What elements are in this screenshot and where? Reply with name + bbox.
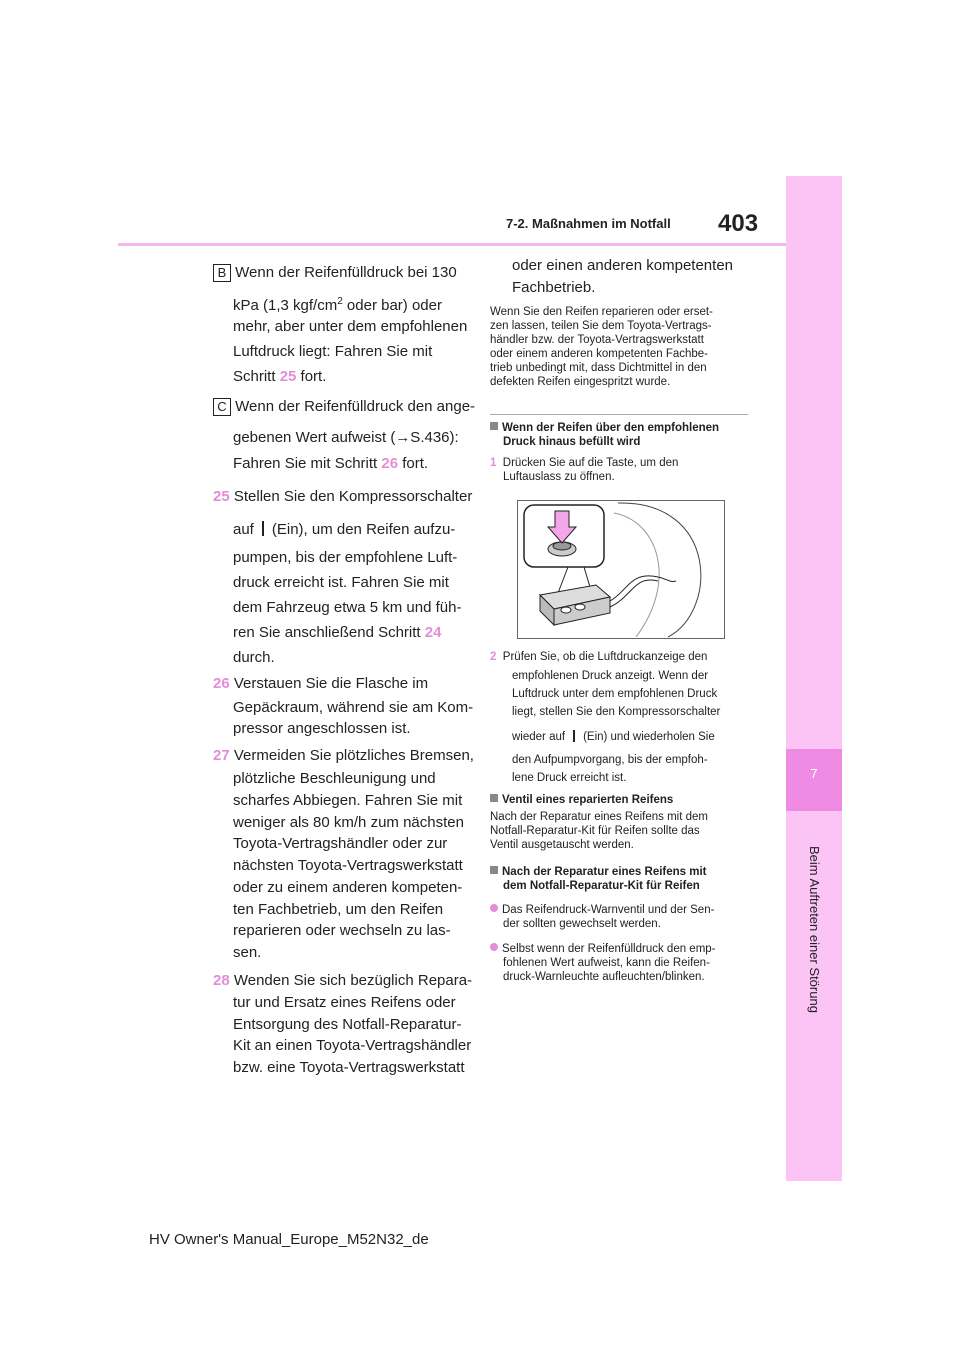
step-27-line5: Toyota-Vertragshändler oder zur xyxy=(233,835,448,852)
sub-step-number-1: 1 xyxy=(490,457,497,469)
sub-step-2-line7: lene Druck erreicht ist. xyxy=(512,772,627,784)
page-number: 403 xyxy=(718,210,759,237)
header-rule xyxy=(118,243,786,246)
marker-b: B xyxy=(213,264,231,282)
step-26-line3: pressor angeschlossen ist. xyxy=(233,720,411,737)
note-para-line4: oder einem anderen kompetenten Fachbe- xyxy=(490,348,709,360)
compressor-illustration xyxy=(517,500,725,639)
step-27-line10: sen. xyxy=(233,944,262,961)
valve-text-line2: Notfall-Reparatur-Kit für Reifen sollte das xyxy=(490,825,700,837)
step-26-line2: Gepäckraum, während sie am Kom- xyxy=(233,699,474,716)
step-number-28: 28 xyxy=(213,972,230,989)
bullet-1-line2: der sollten gewechselt werden. xyxy=(503,918,661,930)
step-27-line6: nächsten Toyota-Vertragswerkstatt xyxy=(233,857,463,874)
step-ref-26: 26 xyxy=(381,455,399,472)
step-ref-24: 24 xyxy=(424,624,442,641)
sub-step-number-2: 2 xyxy=(490,651,497,663)
note-para-line2: zen lassen, teilen Sie dem Toyota-Vertrags- xyxy=(490,320,712,332)
chapter-side-tab xyxy=(786,176,842,1181)
heading-square-icon xyxy=(490,866,498,874)
step-26-line1: 26 Verstauen Sie die Flasche im xyxy=(213,675,429,692)
chapter-title: Beim Auftreten einer Störung xyxy=(807,846,822,1013)
valve-text-line1: Nach der Reparatur eines Reifens mit dem xyxy=(490,811,708,823)
step-28-line3: Entsorgung des Notfall-Reparatur- xyxy=(233,1016,462,1033)
step-28-line4: Kit an einen Toyota-Vertragshändler xyxy=(233,1037,472,1054)
section-title: 7-2. Maßnahmen im Notfall xyxy=(506,216,671,231)
step-25-line2: auf (Ein), um den Reifen aufzu- xyxy=(233,521,456,538)
sub-step-2-line2: empfohlenen Druck anzeigt. Wenn der xyxy=(512,670,709,682)
step-number-27: 27 xyxy=(213,747,230,764)
step-25-line3: pumpen, bis der empfohlene Luft- xyxy=(233,549,458,566)
step-number-26: 26 xyxy=(213,675,230,692)
bullet-2-line1: Selbst wenn der Reifenfülldruck den emp- xyxy=(490,943,716,957)
step-ref-25: 25 xyxy=(279,368,297,385)
footer-manual-id: HV Owner's Manual_Europe_M52N32_de xyxy=(149,1231,429,1248)
note-para-line6: defekten Reifen eingespritzt wurde. xyxy=(490,376,671,388)
step-25-line7: durch. xyxy=(233,649,275,666)
step-25-line4: druck erreicht ist. Fahren Sie mit xyxy=(233,574,449,591)
case-c-line3: Fahren Sie mit Schritt 26 fort. xyxy=(233,455,429,472)
step-25-line5: dem Fahrzeug etwa 5 km und füh- xyxy=(233,599,462,616)
heading-valve: Ventil eines reparierten Reifens xyxy=(490,794,673,808)
step-28-line5: bzw. eine Toyota-Vertragswerkstatt xyxy=(233,1059,465,1076)
heading-overfilled-line1: Wenn der Reifen über den empfohlenen xyxy=(490,422,719,436)
on-switch-icon xyxy=(262,521,264,536)
sub-step-2-line4: liegt, stellen Sie den Kompressorschalter xyxy=(512,706,721,718)
note-para-line3: händler bzw. der Toyota-Vertragswerkstatt xyxy=(490,334,704,346)
sub-step-2-line1: 2 Prüfen Sie, ob die Luftdruckanzeige den xyxy=(490,651,708,663)
case-b-line4: Luftdruck liegt: Fahren Sie mit xyxy=(233,343,433,360)
bullet-2-line2: fohlenen Wert aufweist, kann die Reifen- xyxy=(503,957,710,969)
note-para-line5: trieb unbedingt mit, dass Dichtmittel in den xyxy=(490,362,707,374)
case-b-line3: mehr, aber unter dem empfohlenen xyxy=(233,318,468,335)
on-switch-icon-small xyxy=(573,730,575,742)
bullet-icon xyxy=(490,904,498,912)
step-25-line6: ren Sie anschließend Schritt 24 xyxy=(233,624,442,641)
sub-step-2-line6: den Aufpumpvorgang, bis der empfoh- xyxy=(512,754,708,766)
case-c-line1: C Wenn der Reifenfülldruck den ange- xyxy=(213,396,475,417)
step-number-25: 25 xyxy=(213,488,230,505)
heading-square-icon xyxy=(490,794,498,802)
section-separator xyxy=(490,414,748,415)
step-27-line2: plötzliche Beschleunigung und xyxy=(233,770,436,787)
case-b-line1: B Wenn der Reifenfülldruck bei 130 xyxy=(213,262,457,283)
heading-after-repair-line1: Nach der Reparatur eines Reifens mit xyxy=(490,866,707,880)
continued-line2: Fachbetrieb. xyxy=(512,279,596,296)
chapter-number: 7 xyxy=(810,766,818,781)
step-27-line8: ten Fachbetrieb, um den Reifen xyxy=(233,901,444,918)
case-b-line2: kPa (1,3 kgf/$cm^2$ oder bar) oder xyxy=(233,296,442,314)
heading-after-repair-line2: dem Notfall-Reparatur-Kit für Reifen xyxy=(503,880,700,892)
sub-step-2-line3: Luftdruck unter dem empfohlenen Druck xyxy=(512,688,718,700)
case-b-line5: Schritt 25 fort. xyxy=(233,368,327,385)
continued-line1: oder einen anderen kompetenten xyxy=(512,257,734,274)
heading-overfilled-line2: Druck hinaus befüllt wird xyxy=(503,436,641,448)
marker-c: C xyxy=(213,398,231,416)
heading-square-icon xyxy=(490,422,498,430)
valve-text-line3: Ventil ausgetauscht werden. xyxy=(490,839,634,851)
sub-step-1-line1: 1 Drücken Sie auf die Taste, um den xyxy=(490,457,679,469)
bullet-2-line3: druck-Warnleuchte aufleuchten/blinken. xyxy=(503,971,705,983)
sub-step-1-line2: Luftauslass zu öffnen. xyxy=(503,471,615,483)
compressor-drawing xyxy=(518,501,724,638)
step-27-line9: reparieren oder wechseln zu las- xyxy=(233,922,451,939)
step-27-line3: scharfes Abbiegen. Fahren Sie mit xyxy=(233,792,463,809)
sub-step-2-line5: wieder auf (Ein) und wiederholen Sie xyxy=(512,731,715,743)
case-c-line2: gebenen Wert aufweist (→S.436): xyxy=(233,429,459,446)
step-28-line2: tur und Ersatz eines Reifens oder xyxy=(233,994,456,1011)
step-27-line4: weniger als 80 km/h zum nächsten xyxy=(233,814,464,831)
step-27-line1: 27 Vermeiden Sie plötzliches Bremsen, xyxy=(213,747,474,764)
note-para-line1: Wenn Sie den Reifen reparieren oder erset- xyxy=(490,306,713,318)
bullet-icon xyxy=(490,943,498,951)
bullet-1-line1: Das Reifendruck-Warnventil und der Sen- xyxy=(490,904,714,918)
step-25-line1: 25 Stellen Sie den Kompressorschalter xyxy=(213,488,473,505)
step-28-line1: 28 Wenden Sie sich bezüglich Repara- xyxy=(213,972,473,989)
step-27-line7: oder zu einem anderen kompeten- xyxy=(233,879,463,896)
